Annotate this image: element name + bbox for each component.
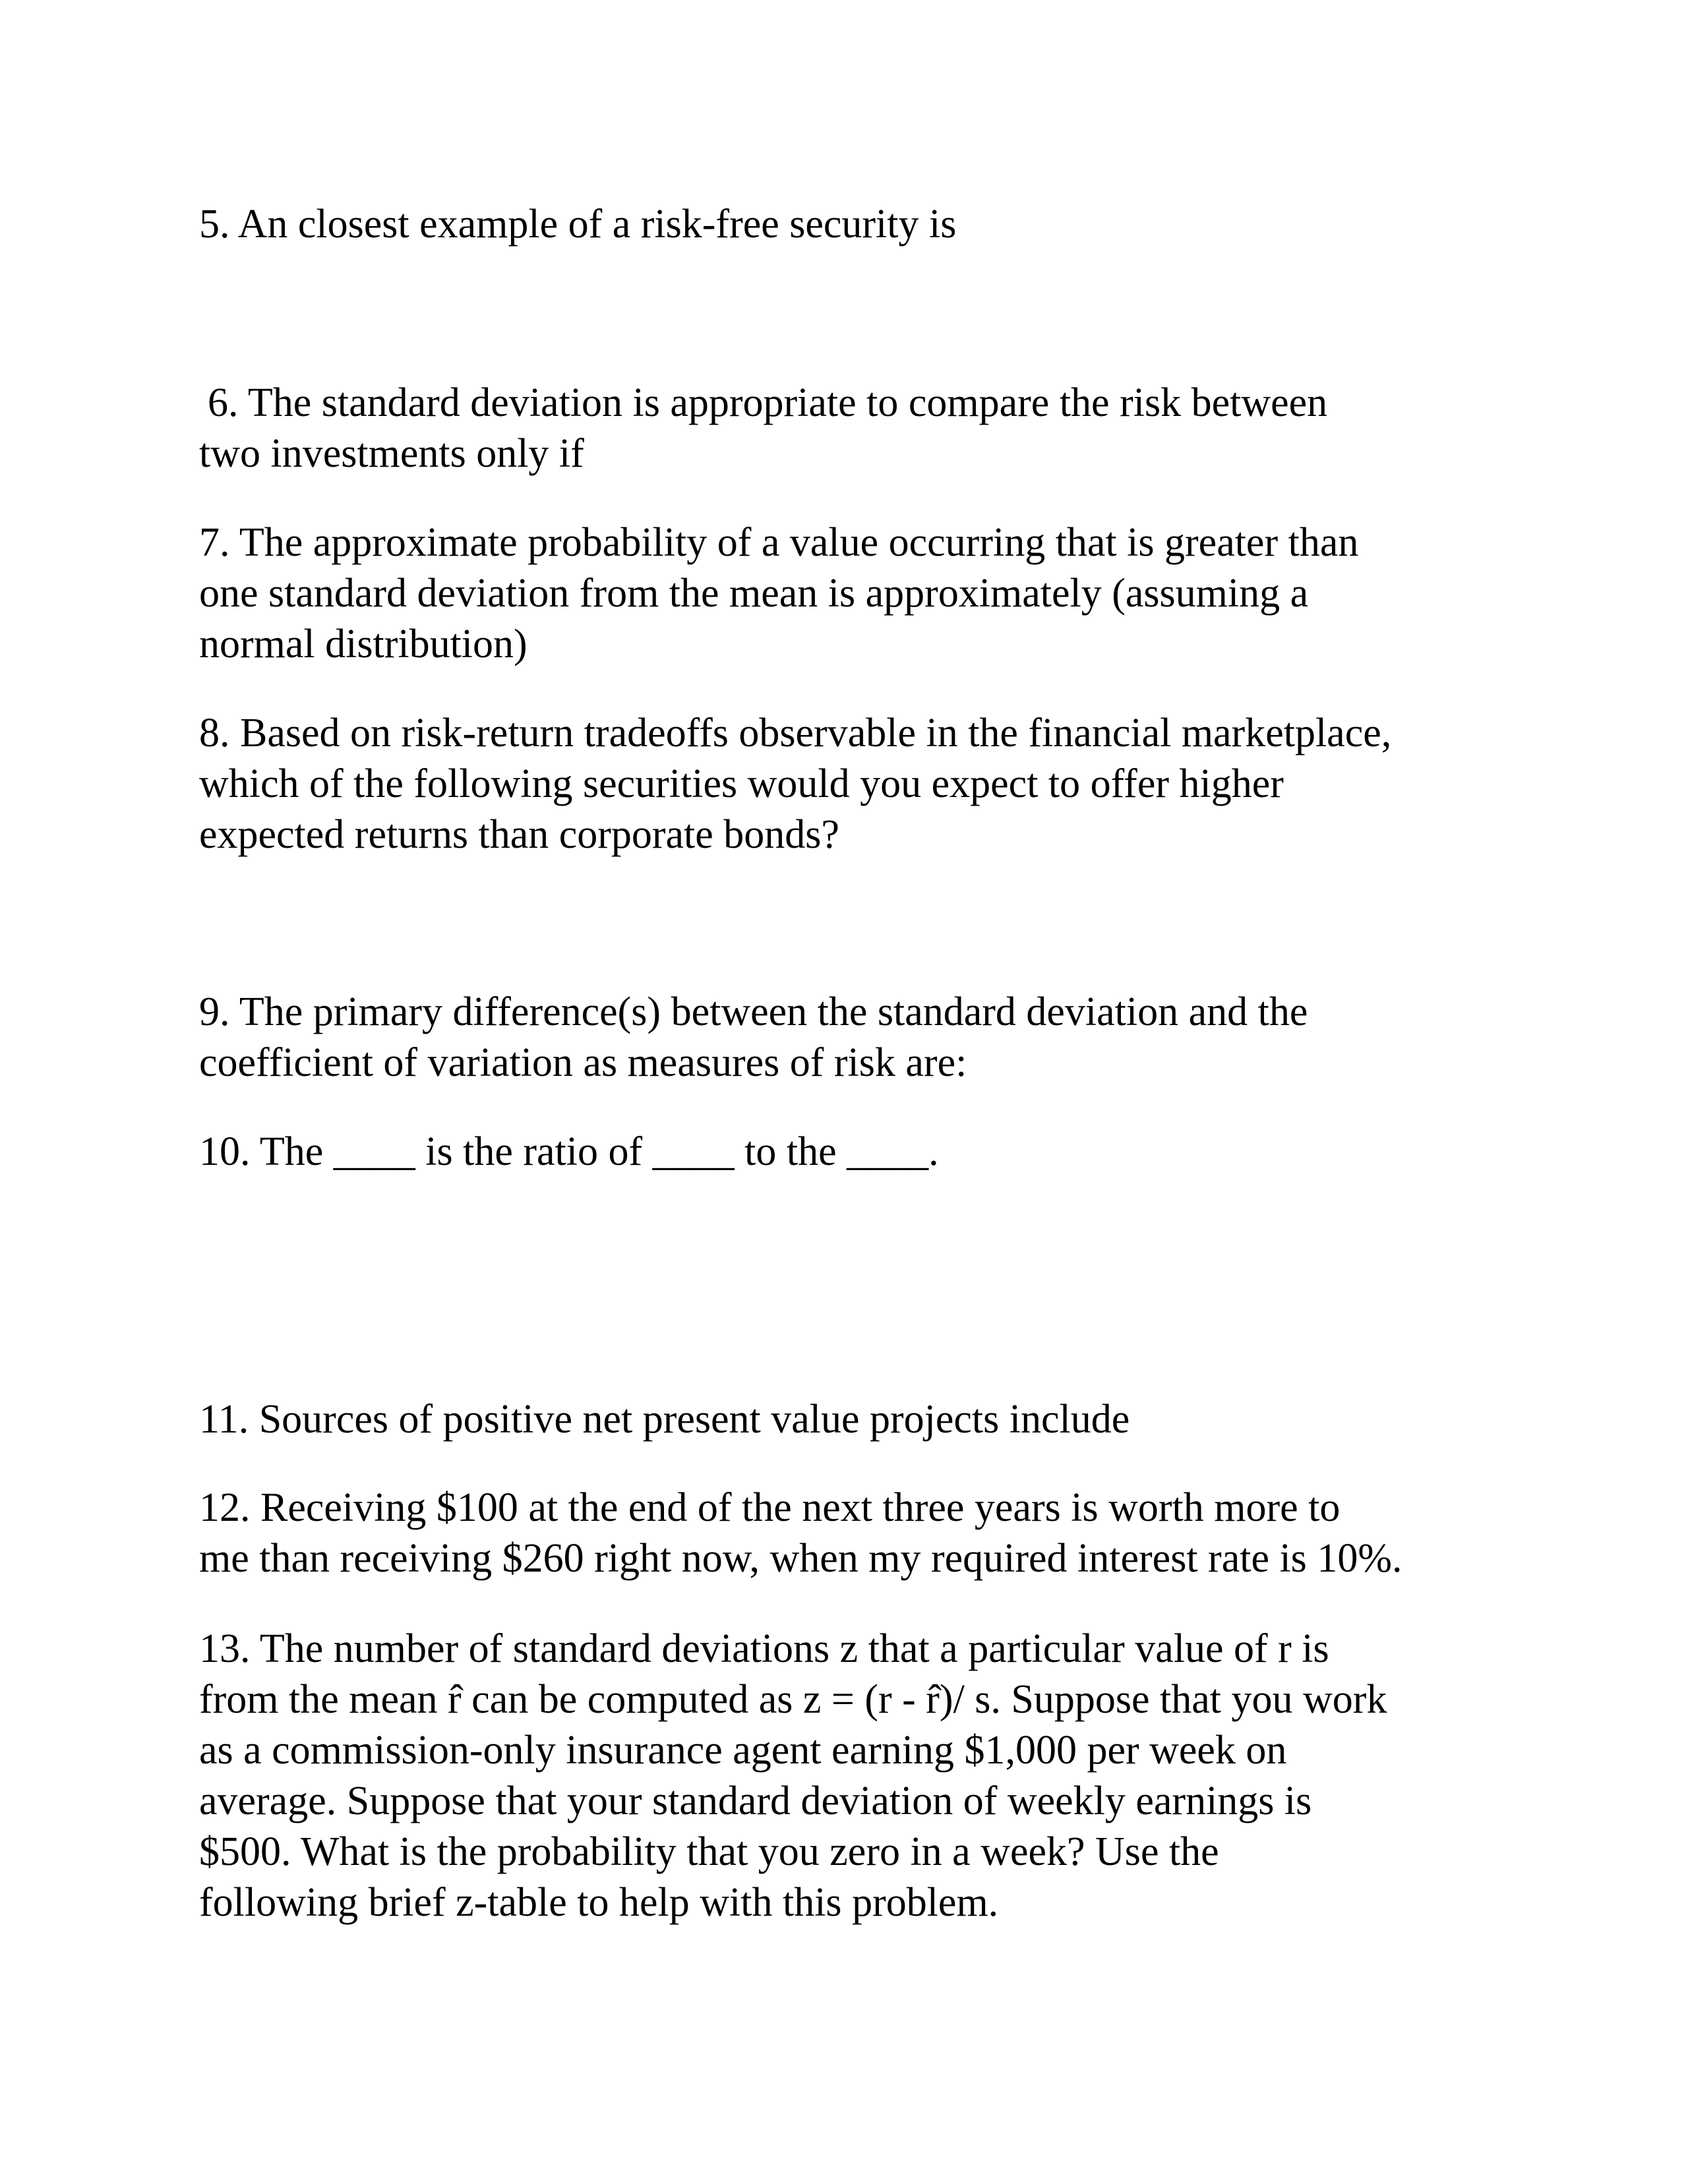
question-12-line: 12. Receiving $100 at the end of the next three years is worth more to: [199, 1485, 1341, 1530]
question-10-line: 10. The ____ is the ratio of ____ to the ____.: [199, 1129, 939, 1174]
question-8-line: which of the following securities would you expect to offer higher: [199, 761, 1284, 806]
question-13-line: average. Suppose that your standard deviation of weekly earnings is: [199, 1779, 1312, 1823]
question-9-line: 9. The primary difference(s) between the standard deviation and the: [199, 989, 1308, 1034]
question-13: [199, 1624, 1518, 1928]
question-6: [199, 378, 1526, 479]
question-6-line: two investments only if: [199, 431, 584, 476]
question-12-line: me than receiving $260 right now, when my required interest rate is 10%.: [199, 1536, 1402, 1581]
question-11: [199, 1394, 1518, 1445]
question-13-line: $500. What is the probability that you zero in a week? Use the: [199, 1829, 1219, 1874]
question-13-line: 13. The number of standard deviations z that a particular value of r is: [199, 1626, 1329, 1671]
question-9: [199, 987, 1518, 1088]
question-6-line: 6. The standard deviation is appropriate to compare the risk between: [208, 380, 1328, 425]
question-9-line: coefficient of variation as measures of risk are:: [199, 1040, 967, 1085]
question-11-line: 11. Sources of positive net present value projects include: [199, 1397, 1130, 1442]
question-5: [199, 199, 1518, 250]
question-8: [199, 708, 1518, 860]
question-7: [199, 517, 1518, 670]
question-13-line: from the mean r̂ can be computed as z = (r - r̂)/ s. Suppose that you work: [199, 1677, 1387, 1722]
question-7-line: one standard deviation from the mean is approximately (assuming a: [199, 571, 1309, 616]
question-13-line: as a commission-only insurance agent earning $1,000 per week on: [199, 1728, 1287, 1773]
question-8-line: expected returns than corporate bonds?: [199, 812, 839, 857]
question-13-line: following brief z-table to help with this problem.: [199, 1880, 999, 1925]
question-8-line: 8. Based on risk-return tradeoffs observable in the financial marketplace,: [199, 711, 1392, 755]
question-7-line: 7. The approximate probability of a value occurring that is greater than: [199, 520, 1359, 565]
question-12: [199, 1483, 1518, 1584]
question-10: [199, 1127, 1518, 1177]
question-5-line: 5. An closest example of a risk-free security is: [199, 202, 957, 247]
question-7-line: normal distribution): [199, 622, 528, 666]
